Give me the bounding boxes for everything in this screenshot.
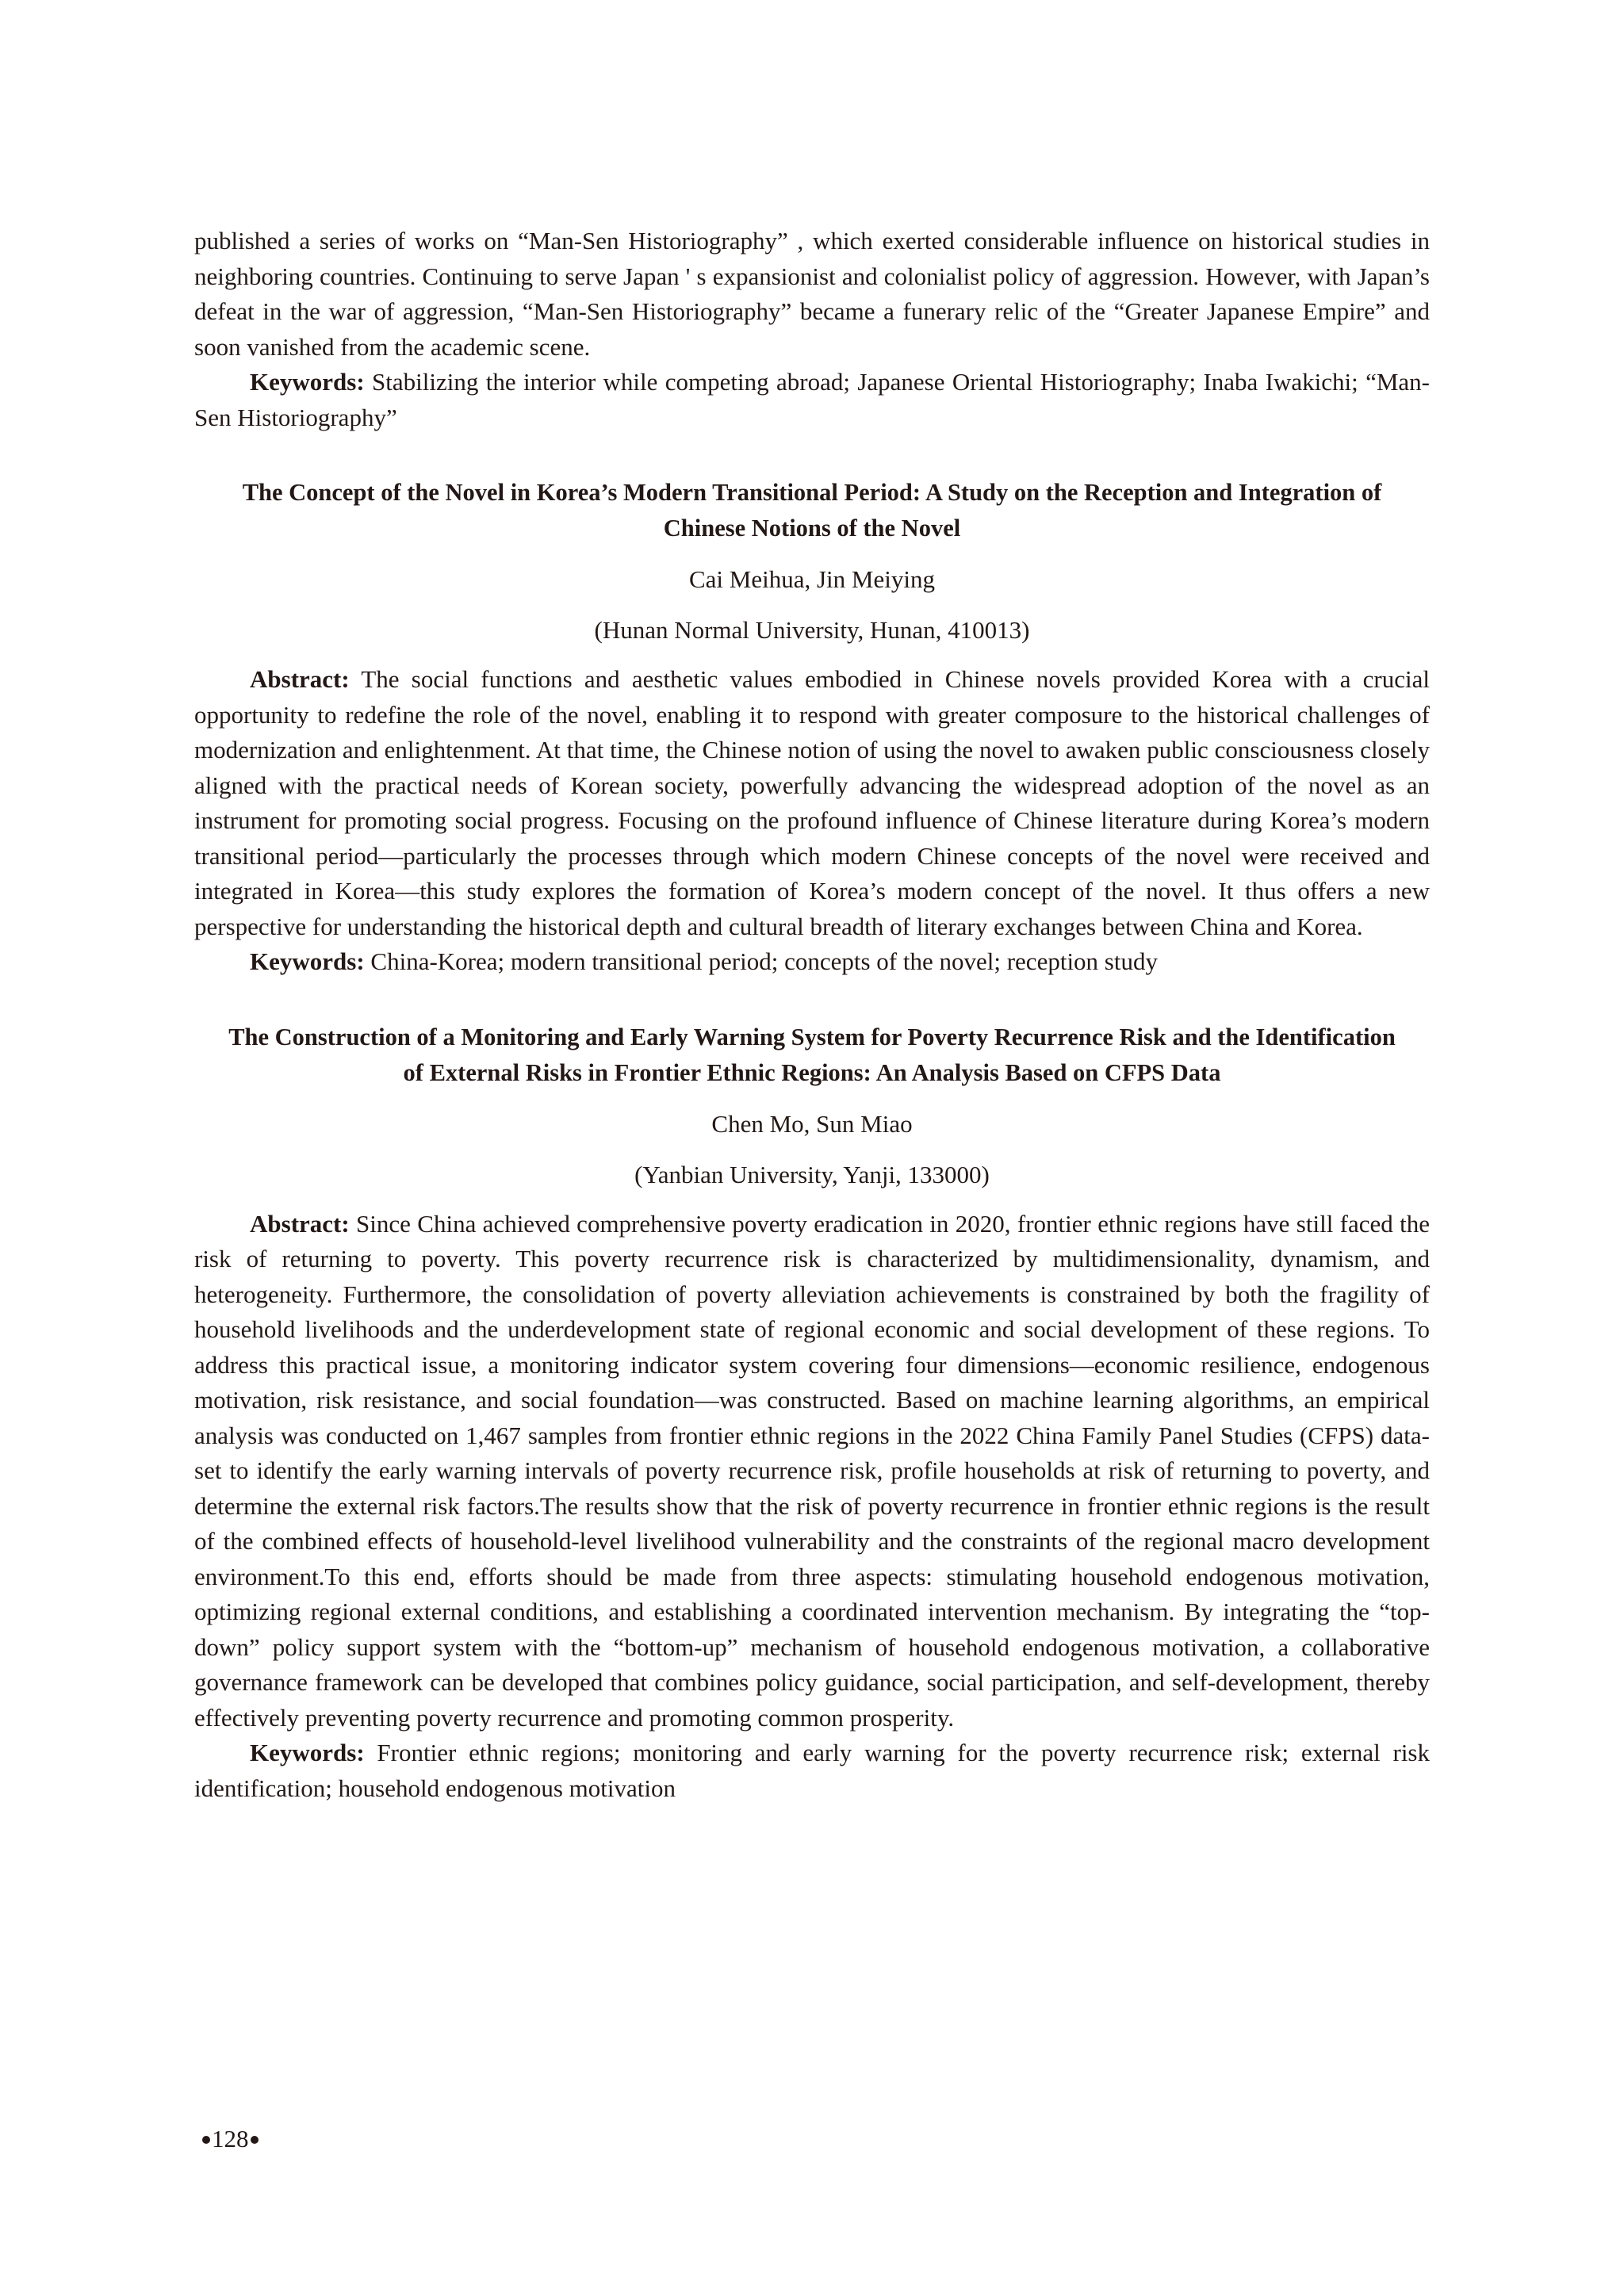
keywords-label: Keywords: <box>250 1739 365 1766</box>
article-title: The Construction of a Monitoring and Early Warning System for Poverty Recurrence Risk and the Identification of External Risks in Frontier Ethnic Regions: An Analysis Based on CFPS Data <box>228 1023 1396 1086</box>
keywords-text: Frontier ethnic regions; monitoring and early warning for the poverty recurrence risk; external risk identification; household endogenous motivation <box>194 1739 1430 1802</box>
page-number-text: 128 <box>212 2125 249 2152</box>
article-affiliation: (Hunan Normal University, Hunan, 410013) <box>594 616 1030 644</box>
abstract-text: The social functions and aesthetic values embodied in Chinese novels provided Korea with a crucial opportunity to redefine the role of the novel, enabling it to respond with greater composure to the historical challenges of modernization and enlightenment. At that time, the Chinese notion of using the novel to awaken public consciousness closely aligned with the practical needs of Korean society, powerfully advancing the widespread adoption of the novel as an instrument for promoting social progress. Focusing on the profound influence of Chinese literature during Korea’s modern transitional period—particularly the processes through which modern Chinese concepts of the novel were received and integrated in Korea—this study explores the formation of Korea’s modern concept of the novel. It thus offers a new perspective for understanding the historical depth and cultural breadth of literary exchanges between China and Korea. <box>194 665 1430 940</box>
continued-keywords <box>194 365 1430 435</box>
article-1 <box>194 475 1430 980</box>
article-keywords <box>194 944 1430 980</box>
article-authors: Chen Mo, Sun Miao <box>711 1109 913 1138</box>
bullet-icon <box>251 2136 259 2144</box>
abstract-label: Abstract: <box>250 665 350 693</box>
article-authors: Cai Meihua, Jin Meiying <box>689 565 935 593</box>
article-keywords <box>194 1735 1430 1806</box>
keywords-label: Keywords: <box>250 947 365 975</box>
abstract-label: Abstract: <box>250 1209 350 1238</box>
article-affiliation: (Yanbian University, Yanji, 133000) <box>634 1160 990 1188</box>
keywords-text: Stabilizing the interior while competing abroad; Japanese Oriental Historiography; Inaba Iwakichi; “Man-Sen Historiography” <box>194 368 1430 431</box>
page-body <box>194 224 1430 1806</box>
keywords-label: Keywords: <box>250 368 365 396</box>
abstract-text: Since China achieved comprehensive poverty eradication in 2020, frontier ethnic regions have still faced the risk of returning to poverty. This poverty recurrence risk is characterized by multidimensionality, dynamism, and heterogeneity. Furthermore, the consolidation of poverty alleviation achievements is constrained by both the fragility of household livelihoods and the underdevelopment state of regional economic and social development of these regions. To address this practical issue, a monitoring indicator system covering four dimensions—economic resilience, endogenous motivation, risk resistance, and social foundation—was constructed. Based on machine learning algorithms, an empirical analysis was conducted on 1,467 samples from frontier ethnic regions in the 2022 China Family Panel Studies (CFPS) data-set to identify the early warning intervals of poverty recurrence risk, profile households at risk of returning to poverty, and determine the external risk factors.The results show that the risk of poverty recurrence in frontier ethnic regions is the result of the combined effects of household-level livelihood vulnerability and the constraints of the regional macro development environment.To this end, efforts should be made from three aspects: stimulating household endogenous motivation, optimizing regional external conditions, and establishing a coordinated intervention mechanism. By integrating the “top-down” policy support system with the “bottom-up” mechanism of household endogenous motivation, a collaborative governance framework can be developed that combines policy guidance, social participation, and self-development, thereby effectively preventing poverty recurrence and promoting common prosperity. <box>194 1209 1430 1732</box>
page-number <box>201 2125 260 2153</box>
bullet-icon <box>202 2136 210 2144</box>
continued-abstract-text: published a series of works on “Man-Sen Historiography” , which exerted considerable influence on historical studies in neighboring countries. Continuing to serve Japan ' s expansionist and colonialist policy of aggression. However, with Japan’s defeat in the war of aggression, “Man-Sen Historiography” became a funerary relic of the “Greater Japanese Empire” and soon vanished from the academic scene. <box>194 227 1430 361</box>
article-2 <box>194 1020 1430 1807</box>
article-abstract <box>194 662 1430 944</box>
keywords-text: China-Korea; modern transitional period; concepts of the novel; reception study <box>364 947 1158 975</box>
article-abstract <box>194 1207 1430 1736</box>
article-title: The Concept of the Novel in Korea’s Modern Transitional Period: A Study on the Reception and Integration of Chinese Notions of the Novel <box>242 479 1382 541</box>
